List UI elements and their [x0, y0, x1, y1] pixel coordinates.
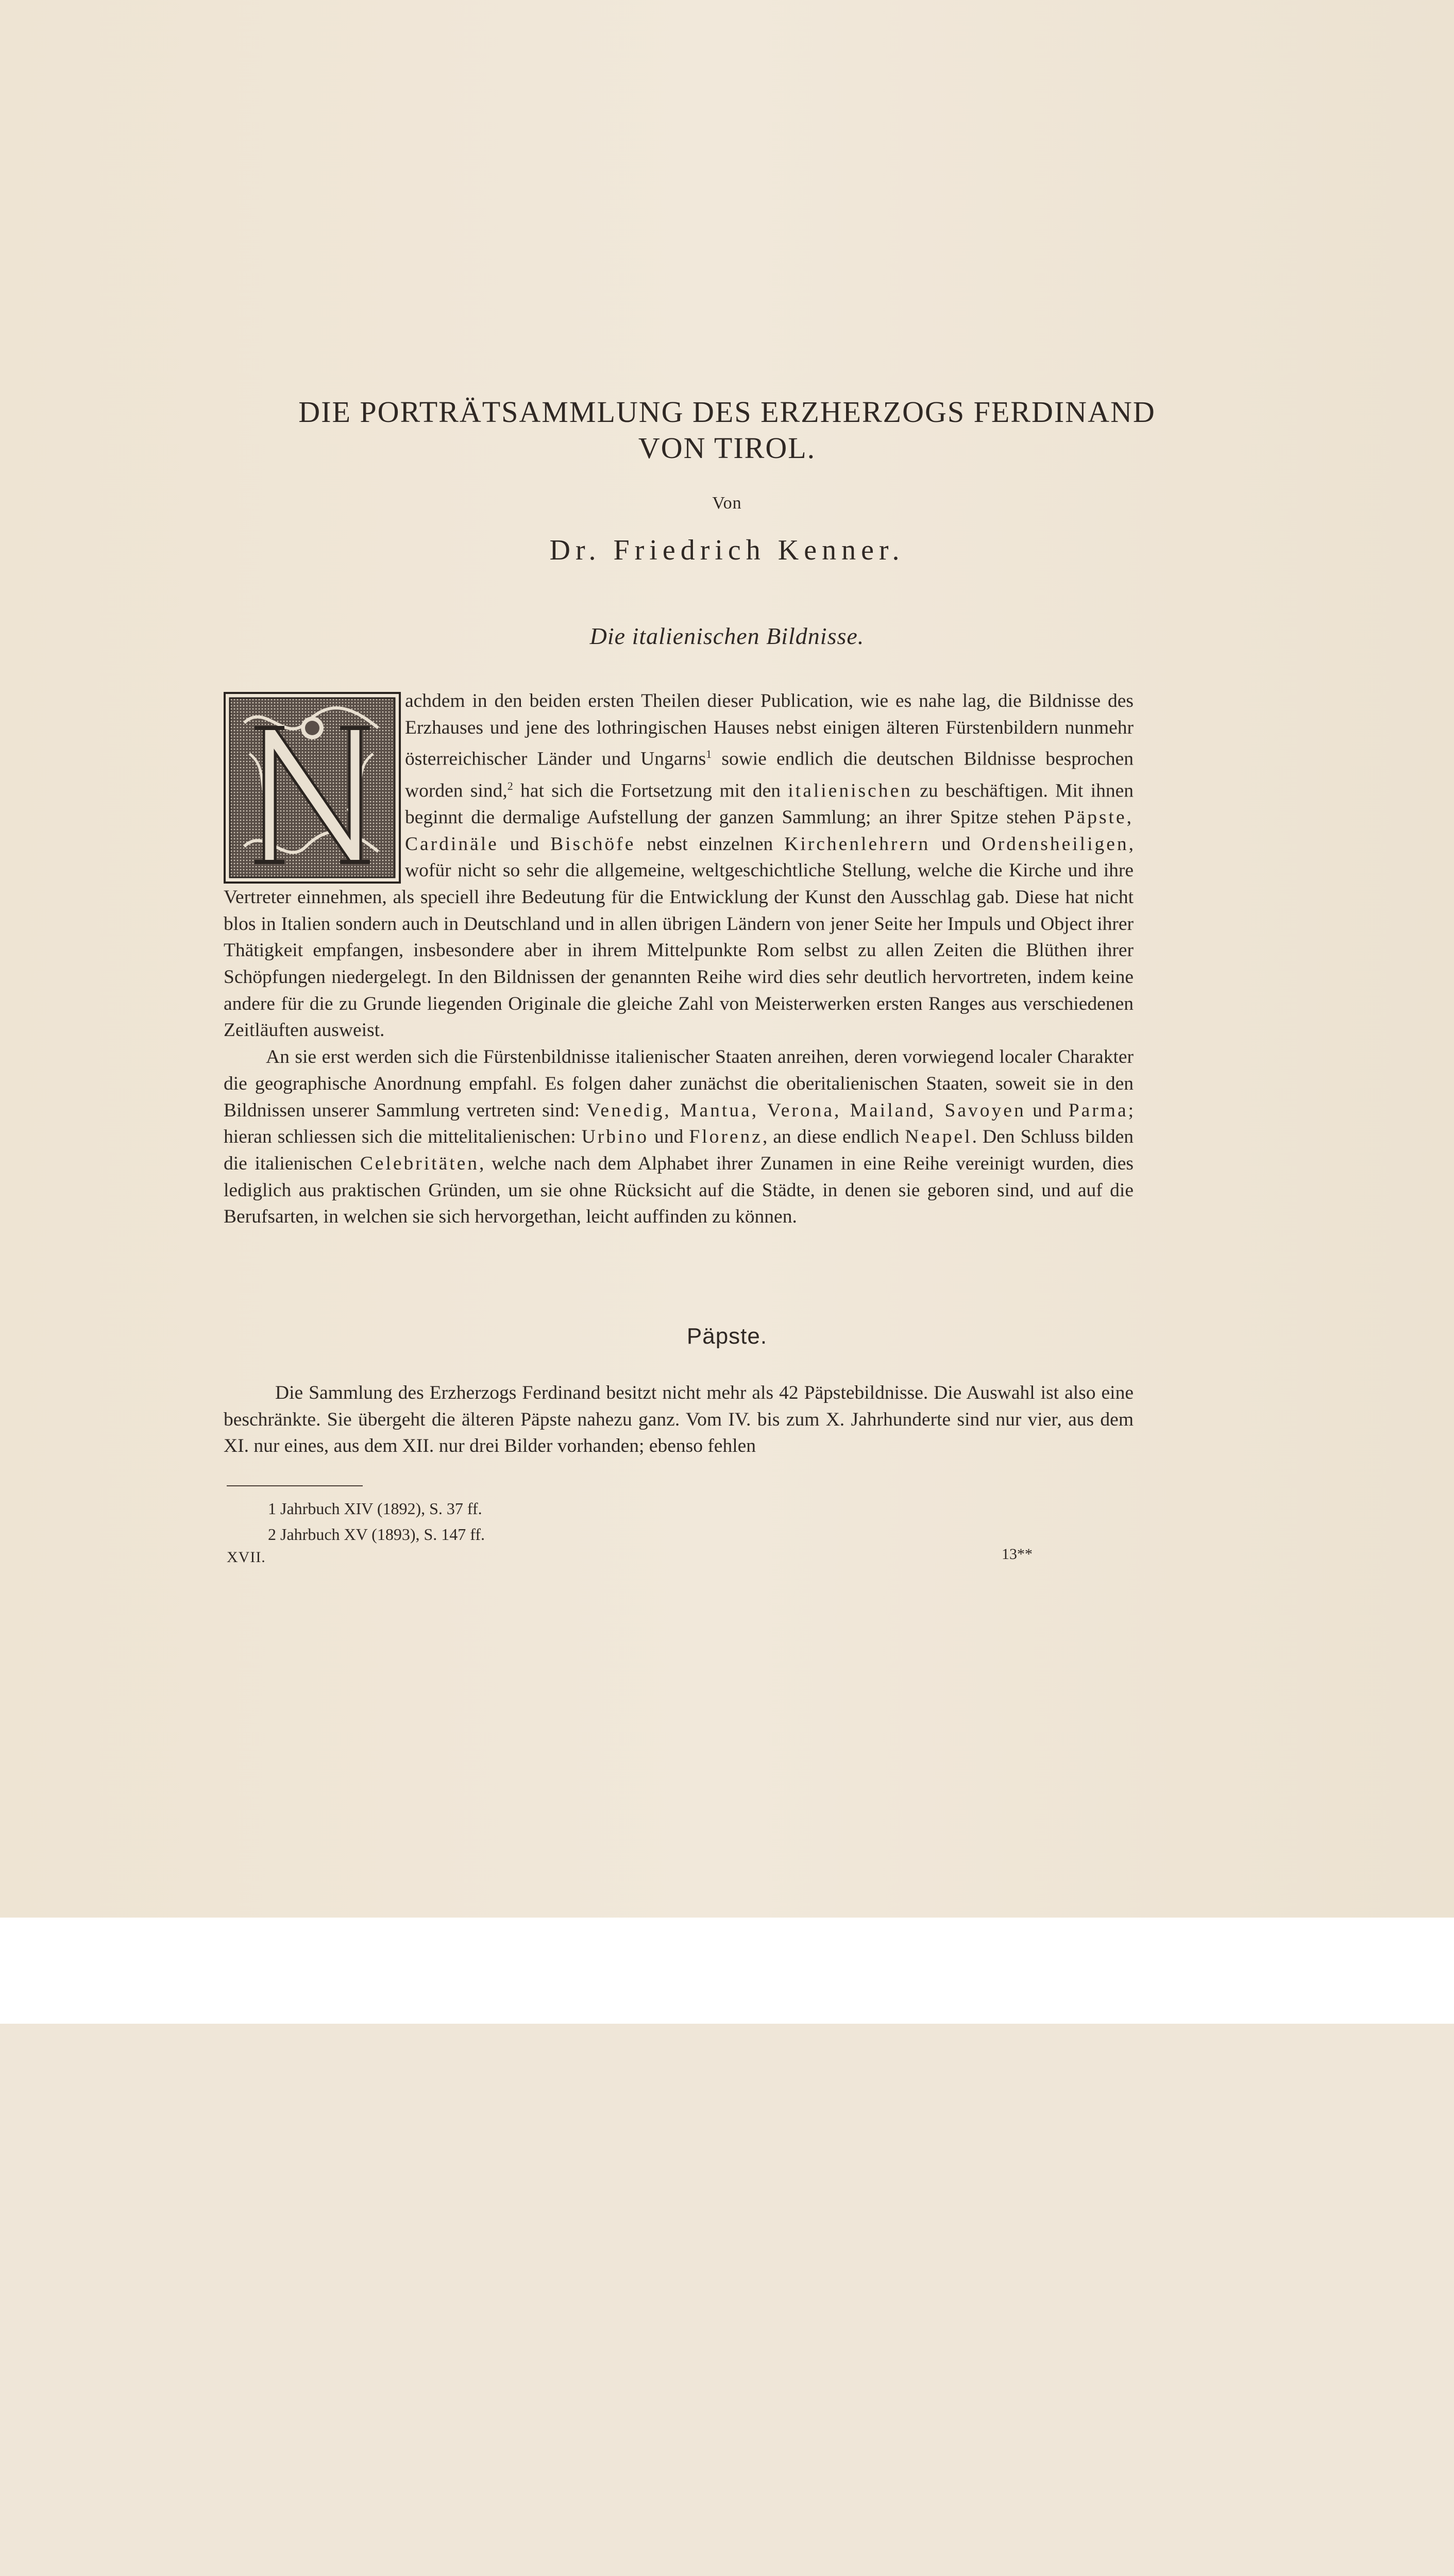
- article-subtitle: Die italienischen Bildnisse.: [589, 623, 865, 649]
- author-name: Dr. Friedrich Kenner.: [549, 534, 905, 566]
- digitization-footer: [0, 1918, 1454, 2024]
- body-text: [224, 688, 1134, 1230]
- footnote-ref-1[interactable]: 1: [706, 748, 712, 761]
- article-title-line1: DIE PORTRÄTSAMMLUNG DES ERZHERZOGS FERDINAND: [298, 395, 1156, 429]
- footnote-1: 1 Jahrbuch XIV (1892), S. 37 ff.: [268, 1499, 482, 1518]
- footnote-ref-2[interactable]: 2: [507, 779, 513, 792]
- section-heading: Päpste.: [686, 1324, 768, 1349]
- byline-von: Von: [712, 494, 742, 513]
- decorated-initial-n: [224, 692, 401, 884]
- paragraph-2: An sie erst werden sich die Fürstenbildnisse italienischer Staaten anreihen, deren vorwiegend localer Charakter die geographische Anordnung empfahl. Es folgen daher zunächst die oberitalienischen Staaten, soweit sie in den Bildnissen unserer Sammlung vertreten sind: Venedig, Mantua, Verona, Mailand, Savoyen und Parma; hieran schliessen sich die mittelitalienischen: Urbino und Florenz, an diese endlich Neapel. Den Schluss bilden die italienischen Celebritäten, welche nach dem Alphabet ihrer Zunamen in eine Reihe vereinigt wurden, dies lediglich aus praktischen Gründen, um sie ohne Rücksicht auf die Städte, in denen sie geboren sind, und auf die Berufsarten, in welchen sie sich hervorgethan, leicht auffinden zu können.: [224, 1046, 1134, 1228]
- footnote-divider: [227, 1485, 363, 1486]
- signature-right: 13**: [1002, 1546, 1033, 1563]
- article-title-line2: VON TIROL.: [638, 431, 816, 465]
- paragraph-1: achdem in den beiden ersten Theilen dieser Publication, wie es nahe lag, die Bildnisse des Erzhauses und jene des lothringischen Hauses nebst einigen älteren Fürstenbildern nunmehr österreichischer Länder und Ungarns$^1$ sowie endlich die deutschen Bildnisse besprochen worden sind,$^2$ hat sich die Fortsetzung mit den italienischen zu beschäftigen. Mit ihnen beginnt die dermalige Aufstellung der ganzen Sammlung; an ihrer Spitze stehen Päpste, Cardinäle und Bischöfe nebst einzelnen Kirchenlehrern und Ordensheiligen, wofür nicht so sehr die allgemeine, weltgeschichtliche Stellung, welche die Kirche und ihre Vertreter einnehmen, als speciell ihre Bedeutung für die Entwicklung der Kunst den Ausschlag gab. Diese hat nicht blos in Italien sondern auch in Deutschland und in allen übrigen Ländern von jener Seite her Impuls und Object ihrer Thätigkeit empfangen, insbesondere aber in ihrem Mittelpunkte Rom selbst zu allen Zeiten die Blüthen ihrer Schöpfungen niedergelegt. In den Bildnissen der genannten Reihe wird dies sehr deutlich hervortreten, indem keine andere für die zu Grunde liegenden Originale die gleiche Zahl von Meisterwerken ersten Ranges aus verschiedenen Zeitläuften ausweist.: [224, 690, 1134, 1041]
- signature-left: XVII.: [227, 1549, 266, 1566]
- footnote-2: 2 Jahrbuch XV (1893), S. 147 ff.: [268, 1525, 485, 1544]
- section-paragraph: Die Sammlung des Erzherzogs Ferdinand besitzt nicht mehr als 42 Päpstebildnisse. Die Auswahl ist also eine beschränkte. Sie übergeht die älteren Päpste nahezu ganz. Vom IV. bis zum X. Jahrhunderte sind nur vier, aus dem XI. nur eines, aus dem XII. nur drei Bilder vorhanden; ebenso fehlen: [224, 1382, 1134, 1457]
